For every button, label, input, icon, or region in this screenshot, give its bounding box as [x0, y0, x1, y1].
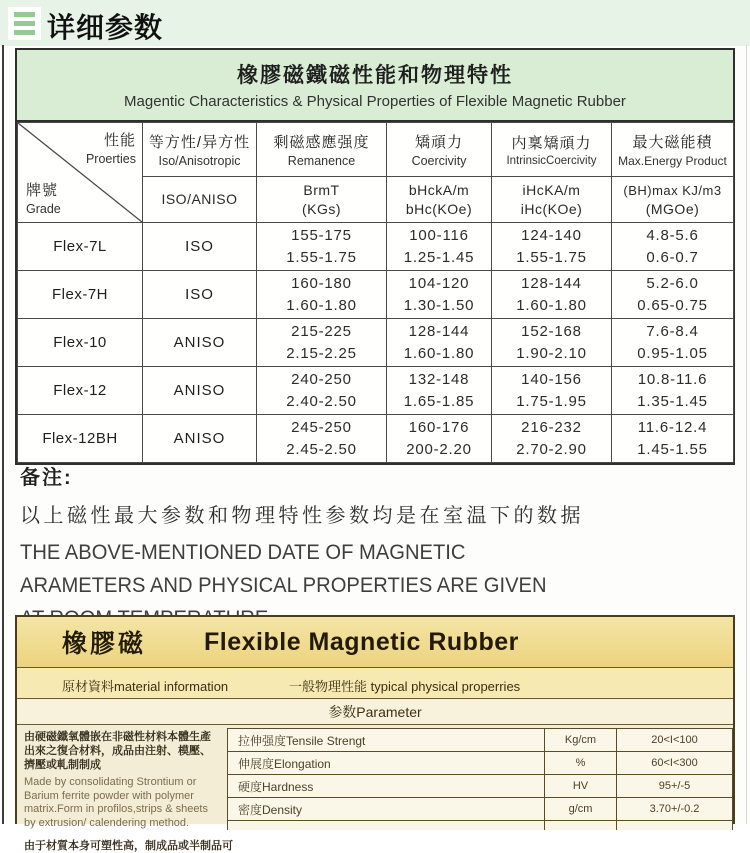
list-icon-bar	[14, 12, 35, 17]
coercivity-cell: 160-176 200-2.20	[387, 415, 492, 463]
iso-cell: ANISO	[143, 415, 257, 463]
unit-cell-remanence: BrmT (KGs)	[257, 177, 387, 223]
list-icon-bar	[14, 30, 35, 35]
scan-right-edge	[746, 45, 747, 824]
energy-cell: 10.8-11.6 1.35-1.45	[612, 367, 734, 415]
material-description	[24, 730, 233, 853]
col-header-remanence: 剩磁感應强度 Remanence	[257, 123, 387, 177]
coercivity-cell: 132-148 1.65-1.85	[387, 367, 492, 415]
magnetic-title-cn: 橡膠磁鐵磁性能和物理特性	[237, 64, 513, 87]
property-row-hardness: 硬度Hardness HV 95+/-5	[228, 775, 733, 798]
unit-cell-coercivity: bHckA/m bHc(KOe)	[387, 177, 492, 223]
grade-cell: Flex-12	[18, 367, 143, 415]
grade-cell: Flex-12BH	[18, 415, 143, 463]
col-header-coercivity: 矯頑力 Coercivity	[387, 123, 492, 177]
table-row-flex-12bh	[18, 415, 734, 463]
material-description-cn2: 由于材質本身可塑性高，制成品或半制品可	[24, 840, 233, 852]
intrinsic-cell: 124-140 1.55-1.75	[492, 223, 612, 271]
material-description-en: Made by consolidating Strontium or Barium ferrite powder with polymer matrix.Form in profilos,strips & sheets by extrusion/ calendering method.	[24, 776, 208, 829]
intrinsic-cell: 128-144 1.60-1.80	[492, 271, 612, 319]
remanence-cell: 240-250 2.40-2.50	[257, 367, 387, 415]
remanence-cell: 160-180 1.60-1.80	[257, 271, 387, 319]
physical-title-cn: 橡膠磁	[62, 630, 147, 658]
list-icon	[8, 7, 41, 40]
table-row-flex-10	[18, 319, 734, 367]
notes-english-2: ARAMETERS AND PHYSICAL PROPERTIES ARE GIVEN	[20, 574, 547, 597]
iso-cell: ISO	[143, 271, 257, 319]
physical-title-band	[17, 617, 733, 667]
header-row-1	[18, 123, 734, 177]
energy-cell: 11.6-12.4 1.45-1.55	[612, 415, 734, 463]
unit-cell-iso: ISO/ANISO	[143, 177, 257, 223]
magnetic-table-section	[15, 48, 735, 465]
corner-properties-label: 性能 Proerties	[85, 132, 136, 166]
coercivity-cell: 104-120 1.30-1.50	[387, 271, 492, 319]
list-icon-bar	[14, 21, 35, 26]
scan-left-edge	[2, 45, 4, 824]
intrinsic-cell: 140-156 1.75-1.95	[492, 367, 612, 415]
iso-cell: ANISO	[143, 367, 257, 415]
intrinsic-cell: 216-232 2.70-2.90	[492, 415, 612, 463]
intrinsic-cell: 152-168 1.90-2.10	[492, 319, 612, 367]
corner-cell	[18, 123, 143, 223]
magnetic-table	[17, 122, 734, 463]
notes-english-1: THE ABOVE-MENTIONED DATE OF MAGNETIC	[20, 541, 466, 564]
property-row-tensile: 拉伸强度Tensile Strengt Kg/cm 20<I<100	[228, 729, 733, 752]
col-header-iso: 等方性/异方性 Iso/Anisotropic	[143, 123, 257, 177]
col-header-energy: 最大磁能積 Max.Energy Product	[612, 123, 734, 177]
table-row-flex-7l	[18, 223, 734, 271]
remanence-cell: 215-225 2.15-2.25	[257, 319, 387, 367]
notes-section	[20, 461, 732, 640]
remanence-cell: 155-175 1.55-1.75	[257, 223, 387, 271]
energy-cell: 7.6-8.4 0.95-1.05	[612, 319, 734, 367]
material-description-cn: 由硬磁鐵氧體嵌在非磁性材料本體生產出來之復合材料，成品由注射、模壓、擠壓或軋制制成	[24, 731, 211, 771]
physical-title-en: Flexible Magnetic Rubber	[204, 627, 519, 656]
energy-cell: 5.2-6.0 0.65-0.75	[612, 271, 734, 319]
remanence-cell: 245-250 2.45-2.50	[257, 415, 387, 463]
property-row-elongation: 伸展度Elongation % 60<I<300	[228, 752, 733, 775]
col-header-intrinsic: 内稟矯頑力 IntrinsicCoercivity	[492, 123, 612, 177]
typical-properties-label: 一般物理性能 typical physical properries	[289, 679, 521, 694]
magnetic-title-en: Magentic Characteristics & Physical Properties of Flexible Magnetic Rubber	[124, 93, 626, 110]
grade-cell: Flex-7H	[18, 271, 143, 319]
unit-cell-intrinsic: iHcKA/m iHc(KOe)	[492, 177, 612, 223]
magnetic-table-title	[17, 50, 733, 122]
grade-cell: Flex-10	[18, 319, 143, 367]
coercivity-cell: 128-144 1.60-1.80	[387, 319, 492, 367]
corner-grade-label: 牌號 Grade	[26, 182, 61, 216]
energy-cell: 4.8-5.6 0.6-0.7	[612, 223, 734, 271]
property-row-density: 密度Density g/cm 3.70+/-0.2	[228, 798, 733, 821]
material-info-label: 原材資料material information	[62, 679, 229, 694]
physical-body	[17, 724, 733, 852]
iso-cell: ANISO	[143, 319, 257, 367]
table-row-flex-12	[18, 367, 734, 415]
iso-cell: ISO	[143, 223, 257, 271]
grade-cell: Flex-7L	[18, 223, 143, 271]
physical-section	[15, 615, 735, 852]
property-row-partial	[228, 821, 733, 830]
notes-label: 备注:	[20, 467, 73, 489]
physical-properties-table	[227, 728, 733, 830]
physical-subheader-band	[17, 667, 733, 698]
parameter-header: 参数Parameter	[17, 698, 733, 724]
table-row-flex-7h	[18, 271, 734, 319]
coercivity-cell: 100-116 1.25-1.45	[387, 223, 492, 271]
notes-chinese: 以上磁性最大参数和物理特性参数均是在室温下的数据	[20, 505, 584, 527]
section-header	[0, 0, 750, 46]
unit-cell-energy: (BH)max KJ/m3 (MGOe)	[612, 177, 734, 223]
page-title: 详细参数	[47, 12, 164, 43]
